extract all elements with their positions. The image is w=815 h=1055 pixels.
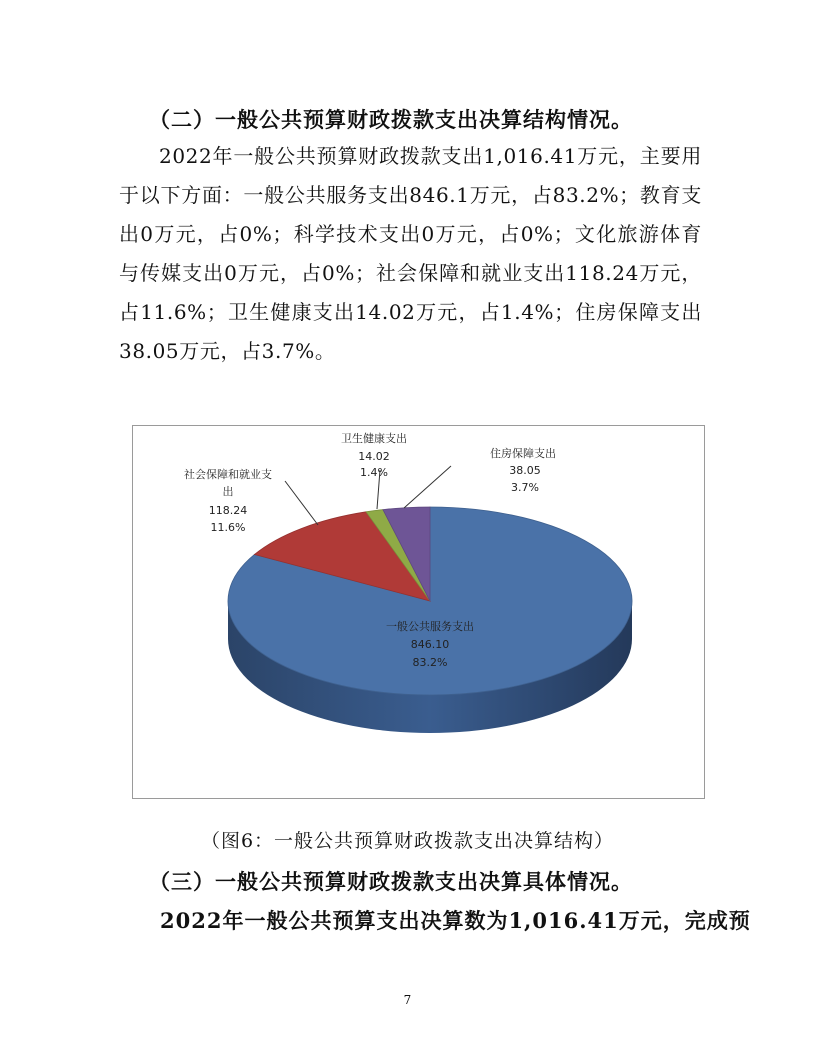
label-health-percent: 1.4%: [360, 466, 388, 479]
structure-paragraph: [119, 137, 702, 371]
label-housing-percent: 3.7%: [511, 481, 539, 494]
label-main-name: 一般公共服务支出: [386, 620, 474, 633]
label-social-percent: 11.6%: [210, 521, 246, 534]
figure-caption: （图6：一般公共预算财政拨款支出决算结构）: [200, 830, 615, 852]
section-heading-details: （三）一般公共预算财政拨款支出决算具体情况。: [149, 869, 633, 894]
pie-chart: [132, 425, 705, 799]
label-social-name: 社会保障和就业支: [184, 468, 272, 481]
label-housing-value: 38.05: [509, 464, 541, 477]
pie-chart-svg: [133, 426, 704, 798]
details-paragraph: 2022年一般公共预算支出决算数为1,016.41万元，完成预: [160, 908, 751, 933]
label-housing-name: 住房保障支出: [490, 447, 556, 460]
label-main-percent: 83.2%: [412, 656, 448, 669]
page-number: 7: [403, 993, 412, 1007]
label-health-value: 14.02: [358, 450, 390, 463]
leader-line-social: [285, 481, 318, 525]
label-health-name: 卫生健康支出: [341, 432, 407, 445]
structure-paragraph-text: 2022年一般公共预算财政拨款支出1,016.41万元，主要用于以下方面：一般公共服务支出846.1万元，占83.2%；教育支出0万元，占0%；科学技术支出0万元，占0%；文化旅游体育与传媒支出0万元，占0%；社会保障和就业支出118.24万元，占11.6%；卫生健康支出14.02万元，占1.4%；住房保障支出38.05万元，占3.7%。: [119, 144, 702, 363]
label-main-value: 846.10: [410, 638, 450, 651]
label-social-value: 118.24: [208, 504, 248, 517]
section-heading-structure: （二）一般公共预算财政拨款支出决算结构情况。: [149, 107, 633, 132]
label-social-name-cont: 出: [222, 485, 234, 498]
leader-line-housing: [404, 466, 451, 508]
